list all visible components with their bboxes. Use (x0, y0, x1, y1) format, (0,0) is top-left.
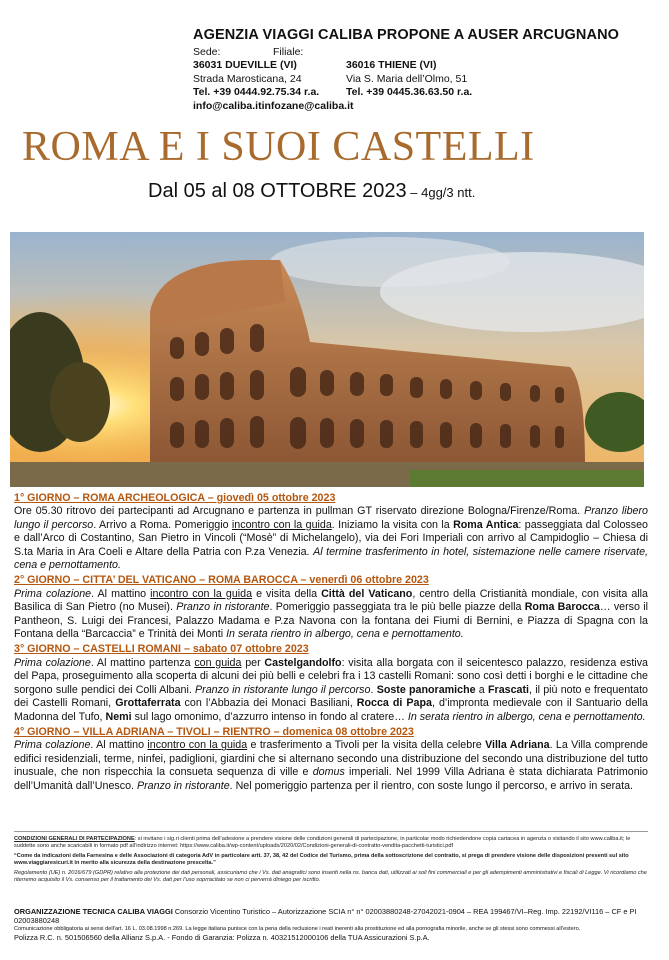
trip-duration: – 4gg/3 ntt. (406, 185, 476, 200)
day-1-heading: 1° GIORNO – ROMA ARCHEOLOGICA – giovedì 05 ottobre 2023 (14, 492, 336, 504)
day-3-heading: 3° GIORNO – CASTELLI ROMANI – sabato 07 ottobre 2023 (14, 643, 309, 656)
trip-dates (148, 180, 475, 203)
sede-street: Strada Marosticana, 24 (193, 72, 302, 85)
agency-header-title: AGENZIA VIAGGI CALIBA PROPONE A AUSER ARCUGNANO (193, 27, 620, 43)
page-title: ROMA E I SUOI CASTELLI (22, 124, 535, 170)
conditions-block (14, 836, 648, 886)
day-4-heading: 4° GIORNO – VILLA ADRIANA – TIVOLI – RIENTRO – domenica 08 ottobre 2023 (14, 725, 414, 738)
sede-city: 36031 DUEVILLE (VI) (193, 59, 297, 72)
filiale-column (346, 59, 472, 99)
day-2-text: Prima colazione. Al mattino incontro con la guida e visita della Città del Vaticano, centro della Cristianità mondiale, con visita alla Basilica di San Pietro (no Musei). Pranzo in ristorante. Pomeriggio passeggiata tra le più belle piazze della Roma Barocca… verso il Pantheon, S. Luigi dei Francesi, Palazzo Madama e P.za Navona con la fontana dei Fiumi di Bernini, e Piazza di Spagna con la Fontana della “Barcaccia” e Trinità dei Monti In serata rientro in albergo, cena e pernottamento. (14, 587, 648, 641)
day-2-heading: 2° GIORNO – CITTA’ DEL VATICANO – ROMA BAROCCA – venerdì 06 ottobre 2023 (14, 574, 429, 587)
filiale-label: Filiale: (273, 46, 304, 58)
colosseum-photo (10, 232, 644, 487)
day-4-text: Prima colazione. Al mattino incontro con la guida e trasferimento a Tivoli per la visita della celebre Villa Adriana. La Villa comprende edifici residenziali, terme, ninfei, padiglioni, giardini che si alternano secondo una distribuzione del secondo una distribuzione del tutto inusuale, che non rispecchia la consueta sequenza di ville e domus imperiali. Nel 1999 Villa Adriana è stata dichiarata Patrimonio dell’Umanità dall’Unesco. Pranzo in ristorante. Nel pomeriggio partenza per il rientro, con soste lungo il percorso, e arrivo in serata. (14, 739, 648, 792)
safety-notice: “Come da indicazioni della Farnesina e delle Associazioni di categoria AdV in particolare artt. 37, 38, 42 del Codice del Turismo, prima della sottoscrizione del contratto, si prega di prendere visione delle disposizioni presenti sul sito www.viaggiaresicuri.it in merito alla sicurezza della destinazione prescelta.” (14, 852, 629, 867)
sede-phone: Tel. +39 0444.92.75.34 r.a. (193, 86, 320, 99)
day-1-text: Ore 05.30 ritrovo dei partecipanti ad Arcugnano e partenza in pullman GT riservato direzione Bologna/Firenze/Roma. Pranzo libero lungo il percorso. Arrivo a Roma. Pomeriggio incontro con la guida. Iniziamo la visita con la Roma Antica: passeggiata dal Colosseo e dall’Arco di Costantino, San Pietro in Vincoli (“Mosè” di Michelangelo), via dei Fori Imperiali con arrivo al Campidoglio – Chiesa di S.ta Maria in Ara Coeli e Altare della Patria con P.za Venezia. Al termine trasferimento in hotel, sistemazione nelle camere riservate, cena e pernottamento. (14, 505, 648, 572)
footer (14, 907, 648, 943)
insurance-line: Polizza R.C. n. 501506560 della Allianz S.p.A. - Fondo di Garanzia: Polizza n. 40321512000106 della TUA Assicurazioni S.p.A. (14, 933, 430, 943)
sede-label: Sede: (193, 46, 221, 58)
divider (14, 831, 648, 832)
filiale-street: Via S. Maria dell’Olmo, 51 (346, 72, 468, 85)
agency-email[interactable]: info@caliba.itinfozane@caliba.it (193, 99, 354, 112)
conditions-text: CONDIZIONI GENERALI DI PARTECIPAZIONE: si invitano i sig.ri clienti prima dell’adesione a prendere visione delle condizioni generali di partecipazione, in particolar modo richiedendone copia cartacea in agenzia o visitando il sito www.caliba.it; le suddette sono anche scaricabili in formato pdf all’indirizzo internet: https://www.caliba.it/wp-content/uploads/2020/02/Condizioni-generali-di-contratto-vendita-pacchetti-turistici.pdf (14, 836, 631, 850)
filiale-phone: Tel. +39 0445.36.63.50 r.a. (346, 86, 473, 99)
filiale-city: 36016 THIENE (VI) (346, 59, 437, 72)
privacy-notice: Regolamento (UE) n. 2016/679 (GDPR) relativo alla protezione dei dati personali, assicuriamo che i Vs. dati anagrafici sono inseriti nella ns. banca dati, utilizzati ai soli fini commerciali e per gli adempimenti amministrativi e fiscali di Legge. Vi ricordiamo che riterremo acquisito il Vs. consenso per il trattamento dei Vs. dati per l’uso soprracitato se non ci perverrà diniego per iscritto. (14, 869, 647, 884)
colosseum-sunset-icon (10, 232, 644, 487)
legal-notice: Comunicazione obbligatoria ai sensi dell’art. 16 L. 03.08.1998 n.269. La legge italiana punisce con la pena della reclusione i reati inerenti alla prostituzione ed alla pornografia minorile, anche se gli stessi sono commessi all’estero. (14, 925, 581, 932)
organization-line: ORGANIZZAZIONE TECNICA CALIBA VIAGGI Consorzio Vicentino Turistico – Autorizzazione SCIA n° n° 02003880248-27042021-0904 – REA 199467/VI–Reg. Imp. 22192/VI116 – CF e PI 02003880248 (14, 907, 637, 926)
itinerary (14, 492, 648, 793)
day-3-text: Prima colazione. Al mattino partenza con guida per Castelgandolfo: visita alla borgata con il seicentesco palazzo, residenza estiva del Papa, proseguimento alla scoperta di alcuni dei più belli e celebri fra i 13 castelli Romani: sono così detti i borghi e le cittadine che sorgono sulle pendici dei Colli Albani. Pranzo in ristorante lungo il percorso. Soste panoramiche a Frascati, il più noto e frequentato dei Castelli Romani, Grottaferrata con l’Abbazia dei Monaci Basiliani, Rocca di Papa, d’impronta medievale con il Santuario della Madonna del Tufo, Nemi sul lago omonimo, d’azzurro intenso in fondo al cratere… In serata rientro in albergo, cena e pernottamento. (14, 656, 649, 723)
trip-date-range: Dal 05 al 08 OTTOBRE 2023 (148, 180, 407, 202)
